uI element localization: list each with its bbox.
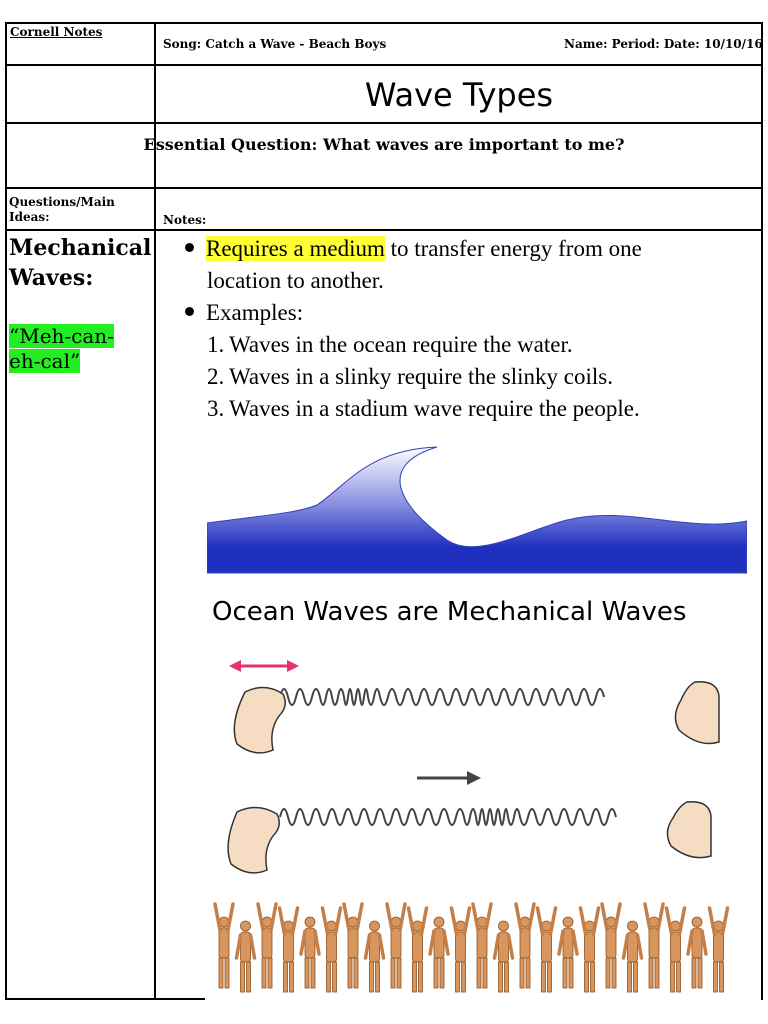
double-arrow-icon [229,660,299,672]
bullet-2 [185,297,755,329]
crowd-person [237,921,255,992]
crowd-person [430,917,448,988]
bullet-dot [185,243,194,252]
pronunciation-line-1: “Meh-can- [9,324,114,348]
questions-label: Questions/Main Ideas: [9,195,115,224]
ocean-wave-image [207,445,747,575]
crowd-person [387,904,405,988]
crowd-person [344,904,362,988]
bullet-1 [185,233,755,265]
crowd-person [688,917,706,988]
table-border-right [761,22,763,1000]
crowd-person [559,917,577,988]
crowd-person [645,904,663,988]
crowd-person [323,908,341,992]
slinky-top-coils [280,689,604,705]
bullet-1-cont: location to another. [207,268,384,293]
crowd-person [602,904,620,988]
name-period-date: Name: Period: Date: 10/10/16 [564,37,763,51]
row-divider-header [5,64,763,66]
highlight-requires-medium: Requires a medium [206,236,385,261]
crowd-person [624,921,642,992]
crowd-person [581,908,599,992]
left-hand-bottom-icon [228,807,279,872]
example-text: Waves in a stadium wave require the people. [229,396,640,421]
left-hand-top-icon [234,687,285,752]
crowd-person [280,908,298,992]
crowd-person [667,908,685,992]
ocean-caption: Ocean Waves are Mechanical Waves [212,597,687,627]
right-hand-top-icon [675,682,719,744]
crowd-person [538,908,556,992]
example-text: Waves in the ocean require the water. [229,332,573,357]
crowd-person [710,908,728,992]
crowd-people [215,904,728,992]
right-hand-bottom-icon [667,802,711,858]
row-divider-eq [5,187,763,189]
eq-cell-mask [157,124,161,187]
eq-box-inner-left [5,124,7,187]
term-line-2: Waves: [9,265,94,291]
song-label: Song: Catch a Wave - Beach Boys [163,37,387,51]
table-border-top [5,22,763,24]
main-idea-term [9,233,151,293]
crowd-person [366,921,384,992]
row-divider-labels [5,229,763,231]
cornell-notes-label: Cornell Notes [10,25,103,39]
bullet-2-text: Examples: [206,300,304,325]
pronunciation-line-2: eh-cal” [9,349,81,373]
example-3 [185,393,755,425]
row-divider-title [5,122,763,124]
table-border-bottom [5,998,205,1000]
column-divider [154,22,156,1000]
pronunciation [9,324,114,374]
page-title: Wave Types [364,76,554,114]
example-text: Waves in a slinky require the slinky coils. [229,364,613,389]
crowd-person [495,921,513,992]
example-num: 2. [207,364,225,389]
notes-label: Notes: [163,213,207,227]
crowd-person [516,904,534,988]
crowd-person [258,904,276,988]
essential-question: Essential Question: What waves are important to me? [143,135,625,154]
slinky-bottom-coils [280,809,616,825]
stadium-wave-image [212,892,732,998]
crowd-person [473,904,491,988]
term-line-1: Mechanical [9,235,152,261]
crowd-person [452,908,470,992]
example-num: 3. [207,396,225,421]
right-arrow-icon [417,771,481,785]
slinky-image [225,652,725,892]
crowd-person [409,908,427,992]
example-num: 1. [207,332,225,357]
example-1 [185,329,755,361]
bullet-dot [185,307,194,316]
bullet-1-rest: to transfer energy from one [384,236,642,261]
crowd-person [301,917,319,988]
crowd-person [215,904,233,988]
example-2 [185,361,755,393]
notes-content [185,233,755,425]
